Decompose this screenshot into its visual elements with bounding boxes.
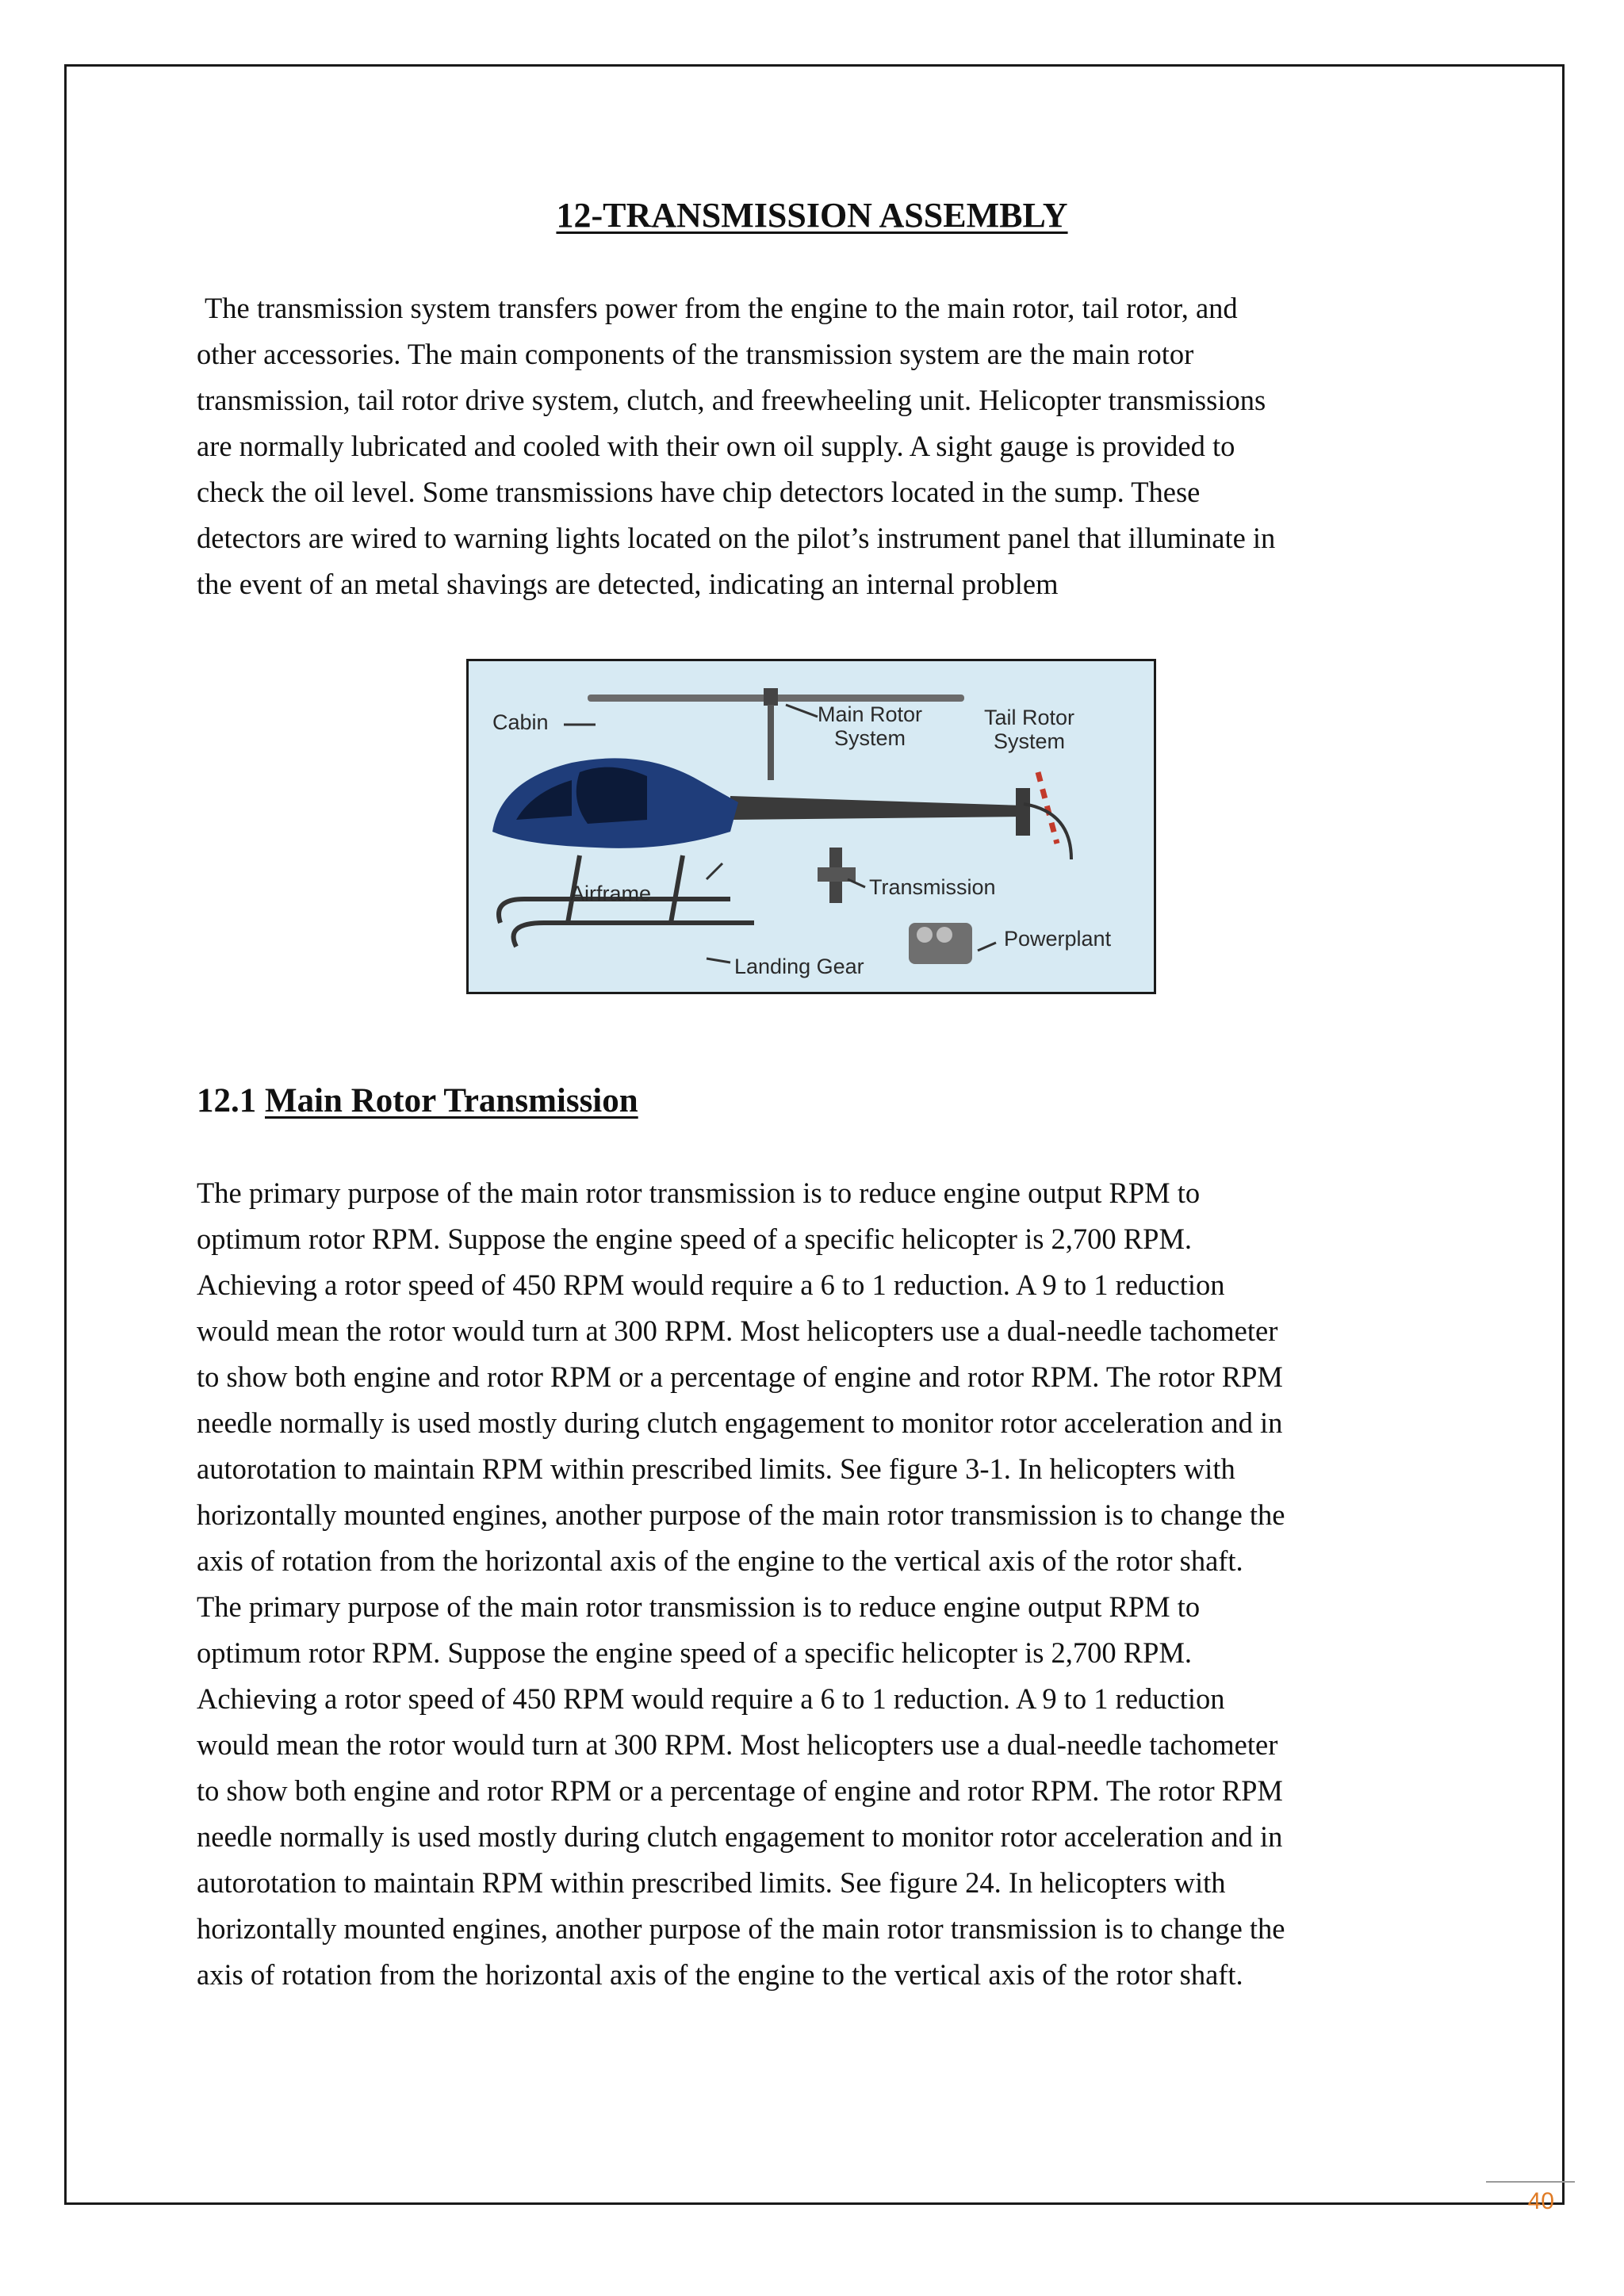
helicopter-diagram: [466, 659, 1156, 994]
intro-line: are normally lubricated and cooled with their own oil supply. A sight gauge is provided to: [197, 430, 1235, 462]
label-cabin: Cabin: [492, 710, 549, 734]
leader-line: [978, 943, 996, 951]
label-powerplant: Powerplant: [1004, 927, 1112, 951]
intro-line: detectors are wired to warning lights located on the pilot’s instrument panel that illuminate in: [197, 522, 1276, 554]
intro-line: transmission, tail rotor drive system, clutch, and freewheeling unit. Helicopter transmissions: [197, 384, 1266, 416]
label-main-rotor-line2: System: [834, 726, 906, 750]
body-line: would mean the rotor would turn at 300 RPM. Most helicopters use a dual-needle tachometer: [197, 1314, 1278, 1347]
label-tail-rotor-line1: Tail Rotor: [984, 706, 1075, 729]
landing-skid-rear: [514, 923, 754, 947]
body-line: autorotation to maintain RPM within prescribed limits. See figure 24. In helicopters with: [197, 1866, 1226, 1899]
intro-line: the event of an metal shavings are detected, indicating an internal problem: [197, 568, 1059, 600]
page-title-text: 12-TRANSMISSION ASSEMBLY: [556, 196, 1068, 235]
body-line: horizontally mounted engines, another purpose of the main rotor transmission is to change the: [197, 1912, 1285, 1945]
intro-line: other accessories. The main components of the transmission system are the main rotor: [197, 338, 1194, 370]
body-line: Achieving a rotor speed of 450 RPM would require a 6 to 1 reduction. A 9 to 1 reduction: [197, 1682, 1225, 1715]
body-line: autorotation to maintain RPM within prescribed limits. See figure 3-1. In helicopters with: [197, 1452, 1235, 1485]
footer-rule: [1486, 2181, 1575, 2183]
body-line: axis of rotation from the horizontal axis of the engine to the vertical axis of the rotor shaft.: [197, 1544, 1243, 1577]
intro-paragraph: [197, 285, 1434, 607]
body-line: to show both engine and rotor RPM or a percentage of engine and rotor RPM. The rotor RPM: [197, 1360, 1283, 1393]
body-line: The primary purpose of the main rotor transmission is to reduce engine output RPM to: [197, 1177, 1201, 1209]
leader-line: [786, 705, 818, 717]
body-line: optimum rotor RPM. Suppose the engine speed of a specific helicopter is 2,700 RPM.: [197, 1223, 1193, 1255]
tail-fin: [1016, 788, 1030, 836]
body-line: optimum rotor RPM. Suppose the engine speed of a specific helicopter is 2,700 RPM.: [197, 1636, 1193, 1669]
leader-line: [848, 879, 865, 887]
body-line: needle normally is used mostly during clutch engagement to monitor rotor acceleration and in: [197, 1820, 1283, 1853]
section-title: Main Rotor Transmission: [265, 1082, 638, 1119]
body-line: axis of rotation from the horizontal axis of the engine to the vertical axis of the rotor shaft.: [197, 1958, 1243, 1991]
engine-part: [917, 927, 933, 943]
page-number: 40: [1527, 2188, 1554, 2214]
leader-line: [707, 959, 730, 962]
section-number: 12.1: [197, 1082, 257, 1119]
label-tail-rotor-line2: System: [994, 729, 1066, 753]
body-line: The primary purpose of the main rotor transmission is to reduce engine output RPM to: [197, 1590, 1201, 1623]
label-tail-rotor: [984, 706, 1074, 753]
engine-part: [936, 927, 952, 943]
intro-line: The transmission system transfers power from the engine to the main rotor, tail rotor, and: [205, 292, 1238, 324]
intro-line: check the oil level. Some transmissions have chip detectors located in the sump. These: [197, 476, 1201, 508]
body-line: horizontally mounted engines, another purpose of the main rotor transmission is to change the: [197, 1498, 1285, 1531]
main-rotor-paragraph: [197, 1170, 1434, 1998]
body-line: to show both engine and rotor RPM or a percentage of engine and rotor RPM. The rotor RPM: [197, 1774, 1283, 1807]
page-title: [0, 195, 1624, 235]
body-line: needle normally is used mostly during clutch engagement to monitor rotor acceleration and in: [197, 1406, 1283, 1439]
landing-strut: [671, 855, 683, 923]
body-line: Achieving a rotor speed of 450 RPM would require a 6 to 1 reduction. A 9 to 1 reduction: [197, 1269, 1225, 1301]
leader-line: [707, 863, 722, 879]
section-heading: [197, 1081, 638, 1120]
label-airframe: Airframe: [570, 882, 652, 905]
label-transmission: Transmission: [869, 875, 996, 899]
rotor-hub: [764, 688, 778, 706]
body-line: would mean the rotor would turn at 300 RPM. Most helicopters use a dual-needle tachometer: [197, 1728, 1278, 1761]
cabin-window: [576, 767, 647, 824]
label-main-rotor-line1: Main Rotor: [818, 702, 923, 726]
tail-boom: [730, 796, 1024, 820]
label-landing-gear: Landing Gear: [734, 955, 864, 978]
label-main-rotor: [818, 702, 922, 750]
tail-skid: [1024, 804, 1071, 859]
rotor-mast: [768, 705, 774, 780]
